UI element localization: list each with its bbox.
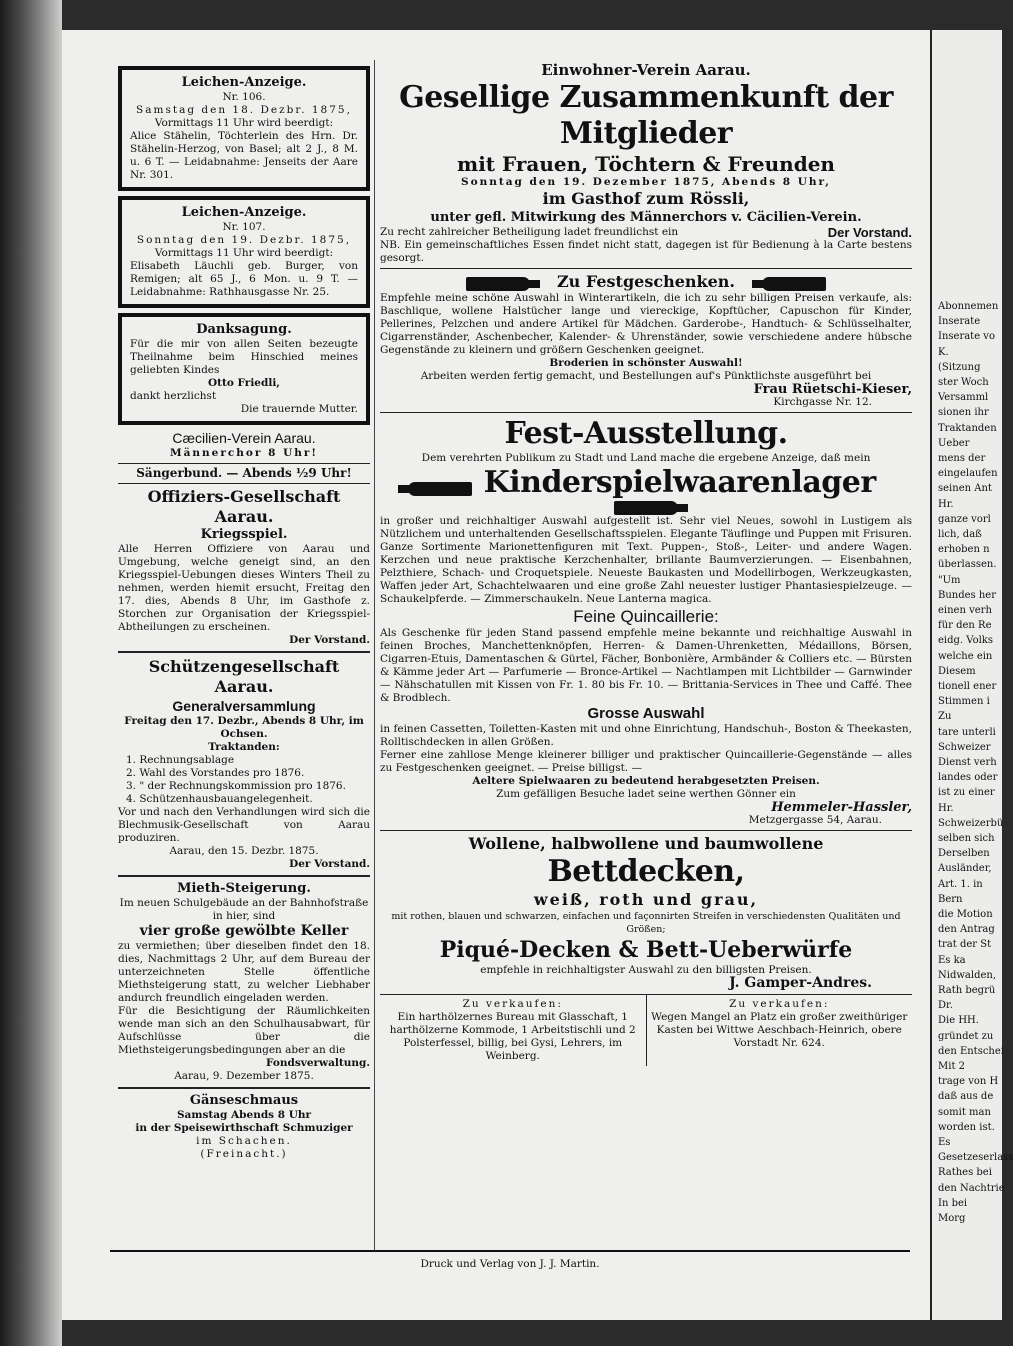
fest-intro: Dem verehrten Publikum zu Stadt und Land mache die ergebene Anzeige, daß mein bbox=[421, 452, 871, 464]
zahlreich-text: Zu recht zahlreicher Betheiligung ladet freundlichst ein bbox=[380, 226, 679, 238]
classified-1 bbox=[380, 995, 647, 1066]
mieth-sign: Fondsverwaltung. bbox=[265, 1057, 370, 1069]
fragment-line: Inserate bbox=[938, 316, 981, 328]
mieth-headline: vier große gewölbte Keller bbox=[139, 923, 349, 939]
obituary-time: Vormittags 11 Uhr wird beerdigt: bbox=[154, 247, 334, 259]
fragment-line: landes oder bbox=[938, 772, 998, 784]
thanks-name: Otto Friedli, bbox=[208, 377, 280, 389]
saengerbund-notice: Sängerbund. — Abends ½9 Uhr! bbox=[136, 466, 352, 480]
center-column bbox=[380, 60, 912, 1066]
left-column bbox=[118, 66, 370, 1161]
obituary-body: Elisabeth Läuchli geb. Burger, von Remigen; alt 65 J., 6 Mon. u. 9 T. — Leidabnahme: Rathhausgasse Nr. 25. bbox=[130, 260, 358, 298]
hemmeler-sign: Hemmeler-Hassler, bbox=[771, 800, 912, 815]
pointing-hand-icon bbox=[408, 482, 472, 496]
grosse-title: Grosse Auswahl bbox=[587, 705, 705, 722]
fragment-line: Traktanden bbox=[938, 422, 997, 434]
obituary-body: Alice Stähelin, Töchterlein des Hrn. Dr. Stähelin-Herzog, von Basel; alt 2 J., 8 M. u. 6 T. — Leidabnahme: Jenseits der Aare Nr. 301. bbox=[130, 130, 358, 181]
ferner-line: Ferner eine zahllose Menge kleinerer billiger und praktischer Quincaillerie-Gegenstände — alles zu Festgeschenken geeignet. — Preise billigst. — bbox=[380, 749, 912, 774]
fragment-line: Ueber bbox=[938, 437, 970, 449]
fragment-line: ster Woch bbox=[938, 377, 989, 388]
obituary-title: Leichen-Anzeige. bbox=[181, 75, 307, 90]
fragment-line: Nidwalden, bbox=[938, 969, 997, 981]
frauen-line: mit Frauen, Töchtern & Freunden bbox=[457, 152, 835, 176]
schuetzen-date: Aarau, den 15. Dezbr. 1875. bbox=[169, 845, 319, 857]
besuche-line: Zum gefälligen Besuche ladet seine werthen Gönner ein bbox=[496, 788, 796, 800]
fragment-line: Morg bbox=[938, 1213, 966, 1224]
thanks-notice bbox=[118, 313, 370, 425]
fragment-line: Dienst verh bbox=[938, 757, 997, 768]
fragment-line: Dr. bbox=[938, 1000, 953, 1012]
kinder-headline: Kinderspielwaarenlager bbox=[483, 465, 876, 500]
festgeschenke-title: Zu Festgeschenken. bbox=[557, 272, 735, 291]
fragment-line: eingelaufen bbox=[938, 468, 998, 480]
fragment-line: Derselben bbox=[938, 848, 990, 860]
mitwirkung-line: unter gefl. Mitwirkung des Männerchors v. Cäcilien-Verein. bbox=[430, 210, 862, 225]
arbeiten-line: Arbeiten werden fertig gemacht, und Bestellungen auf's Pünktlichste ausgeführt bei bbox=[420, 370, 872, 382]
schuetzen-body: Vor und nach den Verhandlungen wird sich die Blechmusik-Gesellschaft von Aarau produziren. bbox=[118, 806, 370, 844]
wollene-line: Wollene, halbwollene und baumwollene bbox=[468, 834, 824, 853]
book-spine bbox=[0, 0, 62, 1346]
obituary-title: Leichen-Anzeige. bbox=[181, 205, 307, 220]
fragment-line: überlassen. bbox=[938, 559, 997, 571]
list-item: 1. Rechnungsablage bbox=[126, 754, 235, 766]
gasthof-line: im Gasthof zum Rössli, bbox=[542, 189, 750, 208]
obituary-number: Nr. 107. bbox=[222, 221, 266, 233]
fragment-line: Es ka bbox=[938, 954, 966, 966]
offiziers-body: Alle Herren Offiziere von Aarau und Umgebung, welche geneigt sind, an den Kriegsspiel-Uebungen dieses Winters Theil zu nehmen, werden hiemit ersucht, Freitag den 17. dies, Abends 8 Uhr, im Gasthofe z. Storchen zur Organisation der Kriegsspiel-Abtheilungen zu erscheinen. bbox=[118, 543, 370, 633]
schuetzen-sub: Generalversammlung bbox=[172, 698, 316, 714]
thanks-line: dankt herzlichst bbox=[130, 390, 217, 402]
fragment-line: "Um bbox=[938, 574, 961, 586]
caecilien-title: Cæcilien-Verein Aarau. bbox=[172, 430, 316, 446]
fragment-line: Die HH. bbox=[938, 1015, 979, 1027]
obituary-date: Sonntag den 19. Dezbr. 1875, bbox=[136, 234, 352, 246]
obituary-number: Nr. 106. bbox=[222, 91, 266, 103]
fragment-line: für den Re bbox=[938, 620, 992, 632]
grosse-body: in feinen Cassetten, Toiletten-Kasten mit und ohne Einrichtung, Handschuh-, Boston & Theekasten, Rolltischdecken in allen Größen. bbox=[380, 723, 912, 748]
gaense-line4: (Freinacht.) bbox=[200, 1148, 288, 1160]
fragment-line: K. bbox=[938, 346, 949, 358]
fragment-line: Gesetzeserlass bbox=[938, 1152, 1013, 1164]
classified-title: Zu verkaufen: bbox=[462, 998, 563, 1010]
pointing-hand-icon bbox=[762, 277, 826, 291]
schuetzen-items bbox=[118, 754, 370, 806]
fragment-line: tare unterli bbox=[938, 726, 996, 738]
gaense-line3: im Schachen. bbox=[196, 1135, 292, 1147]
fragment-line: den Nachtrie bbox=[938, 1182, 1005, 1194]
classified-body: Wegen Mangel an Platz ein großer zweithüriger Kasten bei Wittwe Aeschbach-Heinrich, obere Vorstadt Nr. 624. bbox=[651, 1011, 908, 1049]
fragment-line: trage von H bbox=[938, 1076, 999, 1088]
fragment-line: trat der St bbox=[938, 939, 992, 951]
fragment-line: Bundes her bbox=[938, 589, 996, 601]
column-divider bbox=[374, 60, 375, 1250]
mieth-date: Aarau, 9. Dezember 1875. bbox=[174, 1070, 314, 1082]
fragment-line: sionen ihr bbox=[938, 407, 989, 419]
offiziers-sign: Der Vorstand. bbox=[289, 634, 370, 646]
fragment-line: ganze vorl bbox=[938, 513, 991, 525]
kirch-address: Kirchgasse Nr. 12. bbox=[773, 396, 872, 408]
fragment-line: tionell ener bbox=[938, 681, 997, 692]
fragment-line: Abonnemen bbox=[938, 301, 999, 312]
next-page-fragment bbox=[930, 30, 1013, 1320]
mieth-title: Mieth-Steigerung. bbox=[177, 881, 311, 896]
thanks-body: Für die mir von allen Seiten bezeugte Theilnahme beim Hinschied meines geliebten Kindes bbox=[130, 338, 358, 376]
obituary-date: Samstag den 18. Dezbr. 1875, bbox=[136, 104, 352, 116]
aeltere-line: Aeltere Spielwaaren zu bedeutend herabgesetzten Preisen. bbox=[472, 775, 820, 787]
fragment-line: einen verh bbox=[938, 605, 992, 616]
metzger-address: Metzgergasse 54, Aarau. bbox=[748, 814, 882, 826]
obituary-106 bbox=[118, 66, 370, 191]
caecilien-line: Männerchor 8 Uhr! bbox=[169, 447, 319, 459]
schuetzen-sign: Der Vorstand. bbox=[289, 858, 370, 870]
fragment-line: eidg. Volks bbox=[938, 635, 993, 647]
thanks-title: Danksagung. bbox=[196, 322, 292, 337]
fragment-line: Es bbox=[938, 1137, 951, 1148]
fragment-line: Versamml bbox=[938, 392, 989, 404]
fragment-line: ist zu einer bbox=[938, 787, 995, 799]
pointing-hand-icon bbox=[466, 277, 530, 291]
mieth-body: zu vermiethen; über dieselben findet den 18. dies, Nachmittags 2 Uhr, auf dem Bureau der unterzeichneten Stelle öffentliche Miethsteigerung statt, zu welcher Liebhaber andurch freundlich eingeladen werden. bbox=[118, 940, 370, 1004]
festgeschenke-body: Empfehle meine schöne Auswahl in Winterartikeln, die ich zu sehr billigen Preisen verkaufe, als: Baschlique, wollene Halstücher lange und viereckige, Kopftücher, Capuschon für Kinder, Pellerines, Pelzchen und andere Artikel für Mädchen. Garderobe-, Handtuch- & Schlüsselhalter, Cigarrenständer, Aschenbecher, Kalender- & Uhrenständer, sowie verschiedene andere hübsche Gegenstände zu kleinern und größern Geschenken geeignet. bbox=[380, 292, 912, 356]
festgeschenke-header bbox=[380, 272, 912, 292]
mieth-intro: Im neuen Schulgebäude an der Bahnhofstraße in hier, sind bbox=[119, 897, 369, 922]
classified-body: Ein harthölzernes Bureau mit Glasschaft, 1 harthölzerne Kommode, 1 Arbeitstischli und 2 Polsterfessel, billig, bei Gysi, Lehrers, im Weinberg. bbox=[389, 1011, 636, 1062]
fragment-line: Ausländer, bbox=[938, 863, 992, 875]
fragment-line: Bern bbox=[938, 893, 963, 905]
fragment-line: Inserate vo bbox=[938, 331, 995, 343]
printer-footer: Druck und Verlag von J. J. Martin. bbox=[110, 1250, 910, 1270]
quinc-body: Als Geschenke für jeden Stand passend empfehle meine bekannte und reichhaltige Auswahl in feinen Broches, Manchettenknöpfen, Herren- & Damen-Uhrenketten, Médaillons, Börsen, Cigarren-Etuis, Damentaschen & Gürtel, Fächer, Bonbonière, Armbänder & Colliers etc. — Bürsten & Kämme jeder Art — Parfumerie — Bronce-Artikel — Nachtlampen mit Lichtbilder — Garnwinder — Nähschatullen mit Kissen von Fr. 1. 80 bis Fr. 10. — Brittania-Services in Thee und Caffé. Thee & Brodblech. bbox=[380, 627, 912, 704]
fragment-line: In bei bbox=[938, 1197, 968, 1209]
fragment-line: worden ist. bbox=[938, 1121, 995, 1133]
gaense-line2: in der Speisewirthschaft Schmuziger bbox=[135, 1122, 353, 1134]
bettdecken-headline: Bettdecken, bbox=[547, 854, 745, 889]
obituary-time: Vormittags 11 Uhr wird beerdigt: bbox=[154, 117, 334, 129]
fest-headline: Fest-Ausstellung. bbox=[504, 416, 788, 451]
frau-sign: Frau Rüetschi-Kieser, bbox=[753, 382, 912, 397]
fragment-line: Hr. bbox=[938, 498, 954, 510]
list-item: 2. Wahl des Vorstandes pro 1876. bbox=[126, 767, 305, 779]
empfehle-line: empfehle in reichhaltigster Auswahl zu den billigsten Preisen. bbox=[480, 964, 812, 976]
gaense-title: Gänseschmaus bbox=[189, 1093, 299, 1108]
fragment-line: Zu bbox=[938, 711, 952, 723]
zahlreich-row bbox=[380, 226, 912, 239]
weiss-line: weiß, roth und grau, bbox=[533, 890, 759, 909]
streifen-line: mit rothen, blauen und schwarzen, einfachen und façonnirten Streifen in verschiedensten Qualitäten und Größen; bbox=[391, 911, 901, 935]
fragment-line: lich, daß bbox=[938, 529, 982, 540]
classified-title: Zu verkaufen: bbox=[729, 998, 830, 1010]
list-item: 3. " der Rechnungskommission pro 1876. bbox=[126, 780, 346, 792]
fragment-line: den Antrag bbox=[938, 924, 995, 936]
classifieds bbox=[380, 994, 912, 1066]
classified-2 bbox=[647, 995, 913, 1066]
fragment-line: Diesem bbox=[938, 665, 976, 677]
list-item: 4. Schützenhausbauangelegenheit. bbox=[126, 793, 313, 805]
offiziers-sub: Kriegsspiel. bbox=[200, 527, 288, 542]
pointing-hand-icon bbox=[614, 501, 678, 515]
kinder-body: in großer und reichhaltiger Auswahl aufgestellt ist. Sehr viel Neues, sowohl in Lustigem als Nützlichem und unterhaltenden Gesellschaftsspielen. Elegante Täuflinge und Puppen mit Frisuren. Ganze Sortimente Marionettenfiguren mit Text. Puppen-, Stoß-, Leiter- und andere Wagen. Kerzchen und neue praktische Kerzchenhalter, brillante Baumverzierungen. — Eisenbahnen, Pelzthiere, Schach- und Croquetspiele. Neueste Baukasten und Modellirbogen, Werkzeugkasten, Waffen jeder Art, Schachtelwaaren und eine große Zahl neuester lustiger Phantasiespielzeuge. — Schaukelpferde. — Zimmerschaukeln. Neue Lanterna magica. bbox=[380, 515, 912, 605]
broderien-line: Broderien in schönster Auswahl! bbox=[549, 357, 743, 369]
fragment-line: die Motion bbox=[938, 909, 993, 920]
fragment-line: erhoben n bbox=[938, 544, 990, 556]
offiziers-title: Offiziers-Gesellschaft Aarau. bbox=[147, 487, 341, 526]
pique-headline: Piqué-Decken & Bett-Ueberwürfe bbox=[439, 937, 853, 963]
fragment-line: Mit 2 bbox=[938, 1061, 965, 1072]
sonntag-line: Sonntag den 19. Dezember 1875, Abends 8 Uhr, bbox=[461, 176, 831, 188]
fragment-line: mens der bbox=[938, 453, 986, 464]
fragment-line: welche ein bbox=[938, 650, 993, 662]
schuetzen-title: Schützengesellschaft Aarau. bbox=[148, 657, 340, 696]
fragment-line: den Entschei bbox=[938, 1045, 1004, 1057]
fragment-line: Rath begrü bbox=[938, 985, 996, 996]
fragment-line: Stimmen i bbox=[938, 696, 990, 708]
fragment-line: Art. 1. in bbox=[938, 878, 983, 890]
gesellig-headline: Gesellige Zusammenkunft der Mitglieder bbox=[399, 80, 893, 151]
gaense-line1: Samstag Abends 8 Uhr bbox=[176, 1109, 312, 1121]
mieth-body2: Für die Besichtigung der Räumlichkeiten wende man sich an den Schulhausabwart, für Aufschlüsse über die Miethsteigerungsbedingungen aber an die bbox=[118, 1005, 370, 1056]
vorstand-sign: Der Vorstand. bbox=[827, 225, 912, 240]
fragment-line: Hr. bbox=[938, 802, 954, 814]
fragment-line: Schweizerbü bbox=[938, 817, 1004, 829]
fragment-line: gründet zu bbox=[938, 1030, 994, 1042]
fragment-line: Schweizer bbox=[938, 741, 991, 753]
fragment-line: selben sich bbox=[938, 833, 995, 844]
fragment-line: somit man bbox=[938, 1106, 991, 1118]
schuetzen-traktanden: Traktanden: bbox=[208, 741, 280, 753]
fragment-line: Rathes bei bbox=[938, 1167, 992, 1179]
schuetzen-when: Freitag den 17. Dezbr., Abends 8 Uhr, im Ochsen. bbox=[124, 715, 364, 740]
gamper-sign: J. Gamper-Andres. bbox=[729, 975, 872, 991]
obituary-107 bbox=[118, 196, 370, 308]
kinder-header bbox=[380, 465, 912, 515]
thanks-signature: Die trauernde Mutter. bbox=[240, 403, 358, 415]
nb-note: NB. Ein gemeinschaftliches Essen findet nicht statt, dagegen ist für Bedienung à la Carte bestens gesorgt. bbox=[380, 239, 912, 264]
quinc-title: Feine Quincaillerie: bbox=[573, 607, 719, 626]
fragment-line: seinen Ant bbox=[938, 483, 992, 495]
fragment-line: (Sitzung bbox=[938, 361, 981, 373]
verein-title: Einwohner-Verein Aarau. bbox=[541, 61, 751, 79]
fragment-line: daß aus de bbox=[938, 1091, 994, 1103]
